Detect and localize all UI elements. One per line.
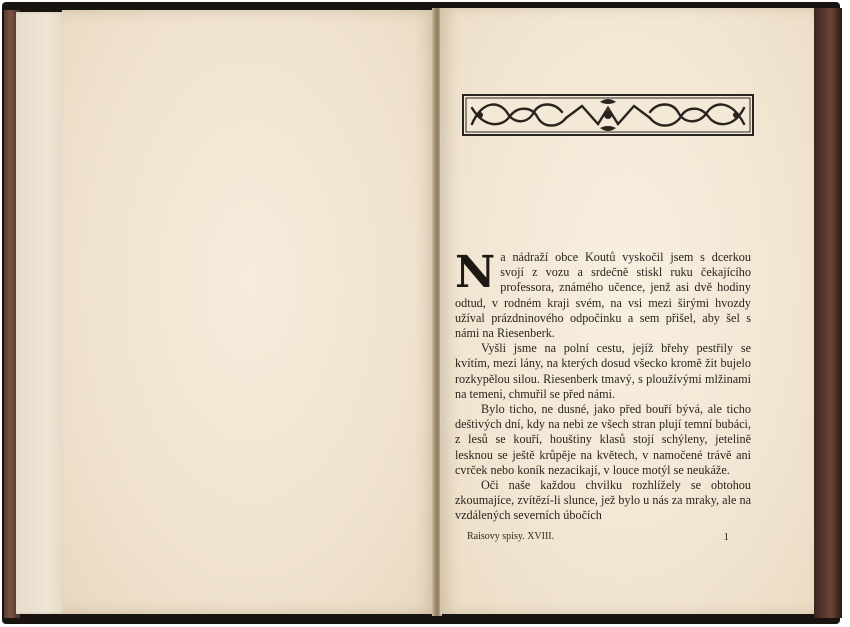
page-number: 1 [723,531,729,543]
drop-cap: N [455,247,496,298]
paragraph-2: Vyšli jsme na polní cestu, jejíž břehy pestřily se kvítím, mezi lány, na kterých dosud všecko kromě žit bujelo rozkypělou silou. Riesenberk tmavý, s ploužívými mlžinami na temeni, chmuřil se před námi. [455,341,751,401]
page-footer [467,531,729,543]
chapter-text [455,247,751,524]
paragraph-3: Bylo ticho, ne dusné, jako před bouří bývá, ale ticho deštivých dní, kdy na nebi ze všech stran plují temní bubáci, z lesů se kouří, houštiny klasů stojí schýleny, jetelině lesknou se ještě krůpěje na květech, v namočené trávě ani cvrček nebo koník nezacikají, v louce motýl se neukáže. [455,402,751,477]
left-page-blank [62,10,438,614]
flyleaf [16,12,68,614]
paragraph-4: Oči naše každou chvilku rozhlížely se obtohou zkoumajíce, zvítězí-li slunce, jež bylo u nás za mraky, ale na vzdálených severních úbočích [455,478,751,523]
ornamental-headpiece [462,94,754,136]
cover-edge-right [814,8,842,618]
paragraph-1 [455,247,751,341]
series-signature: Raisovy spisy. XVIII. [467,531,555,542]
paragraph-1-text: a nádraží obce Koutů vyskočil jsem s dcerkou svojí z vozu a srdečně stiskl ruku čekajícího professora, známého učence, jenž asi dvě hodiny odtud, v rodném kraji svém, na vsi mezi širými hvozdy užíval prázdninového odpočinku a sem přišel, aby šel s námi na Riesenberk. [455,250,751,341]
